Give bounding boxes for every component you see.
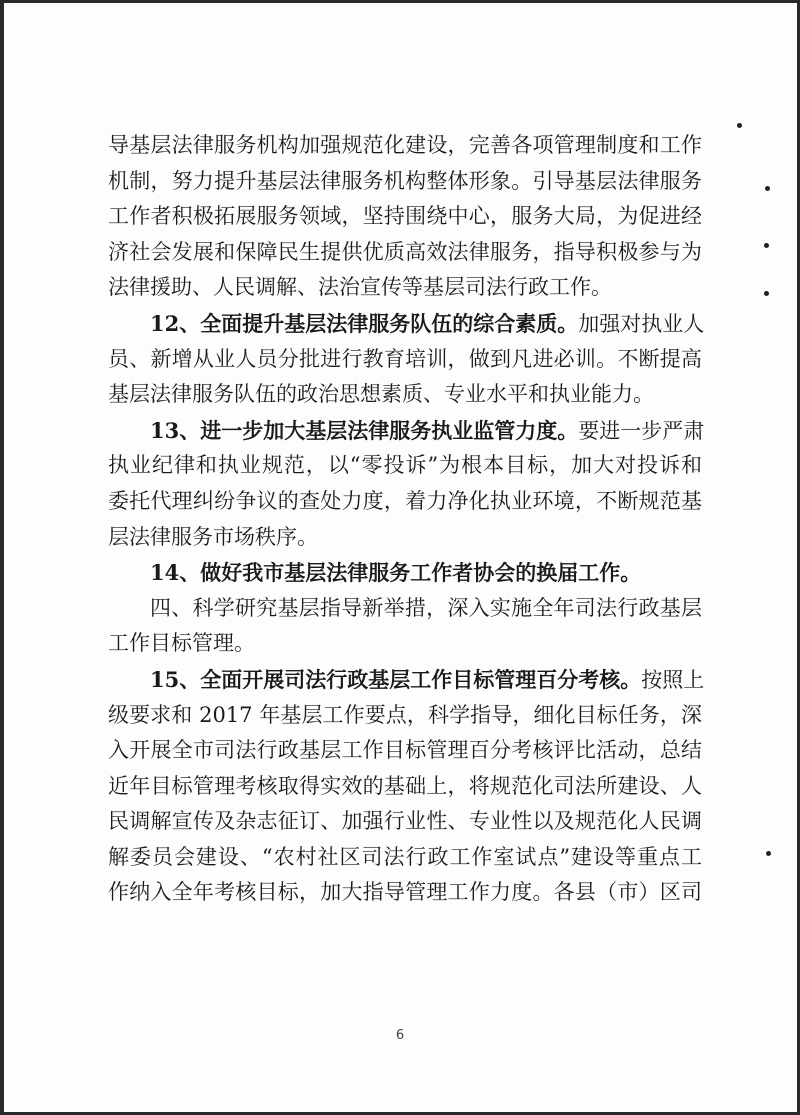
- text-line: 四、科学研究基层指导新举措，深入实施全年司法行政基层: [150, 595, 702, 620]
- text-line: 近年目标管理考核取得实效的基础上，将规范化司法所建设、人: [108, 773, 702, 798]
- item-heading: 14、做好我市基层法律服务工作者协会的换届工作。: [150, 560, 642, 586]
- text-line: 委托代理纠纷争议的查处力度，着力净化执业环境，不断规范基: [108, 488, 702, 513]
- text-line: 级要求和 2017 年基层工作要点，科学指导，细化目标任务，深: [108, 702, 702, 727]
- page-number: 6: [395, 1028, 405, 1043]
- paragraph-item-13: [108, 413, 705, 555]
- item-text: 加强对执业人: [578, 311, 705, 336]
- item-heading: 15、全面开展司法行政基层工作目标管理百分考核。: [150, 666, 642, 692]
- text-line: 济社会发展和保障民生提供优质高效法律服务，指导积极参与为: [108, 239, 702, 264]
- paragraph-item-15: [108, 662, 705, 911]
- item-text: 按照上: [641, 667, 705, 692]
- text-line: 法律援助、人民调解、法治宣传等基层司法行政工作。: [108, 275, 612, 300]
- scan-edge-left: [0, 0, 4, 1115]
- paragraph-item-12: [108, 306, 705, 413]
- section-heading-4: [108, 591, 702, 662]
- text-line: 机制，努力提升基层法律服务机构整体形象。引导基层法律服务: [108, 168, 702, 193]
- item-heading: 12、全面提升基层法律服务队伍的综合素质。: [150, 310, 579, 336]
- text-line: 导基层法律服务机构加强规范化建设，完善各项管理制度和工作: [108, 133, 702, 157]
- scan-speck: [764, 243, 769, 248]
- scan-speck: [765, 186, 770, 191]
- text-line: 入开展全市司法行政基层工作目标管理百分考核评比活动，总结: [108, 738, 702, 763]
- text-line: 员、新增从业人员分批进行教育培训，做到凡进必训。不断提高: [108, 346, 702, 371]
- item-heading: 13、进一步加大基层法律服务执业监管力度。: [150, 417, 579, 443]
- text-line: 工作者积极拓展服务领域，坚持围绕中心，服务大局，为促进经: [108, 204, 702, 229]
- text-line: 层法律服务市场秩序。: [108, 524, 318, 549]
- text-line: 解委员会建设、“农村社区司法行政工作室试点”建设等重点工: [108, 844, 702, 869]
- paragraph-continuation: [108, 128, 702, 306]
- text-line: 执业纪律和执业规范，以“零投诉”为根本目标，加大对投诉和: [108, 453, 702, 478]
- scan-speck: [737, 123, 742, 128]
- text-line: [108, 306, 705, 342]
- text-line: 工作目标管理。: [108, 631, 255, 656]
- text-line: [108, 413, 705, 449]
- text-line: [108, 662, 705, 698]
- paragraph-item-14: [108, 555, 702, 591]
- text-line: 作纳入全年考核目标，加大指导管理工作力度。各县（市）区司: [108, 880, 702, 905]
- scan-speck: [764, 291, 769, 296]
- document-body: [108, 128, 705, 911]
- text-line: 民调解宣传及杂志征订、加强行业性、专业性以及规范化人民调: [108, 809, 702, 834]
- item-text: 要进一步严肃: [578, 418, 705, 443]
- scan-speck: [766, 851, 771, 856]
- scan-edge-top: [0, 0, 800, 3]
- text-line: 基层法律服务队伍的政治思想素质、专业水平和执业能力。: [108, 382, 654, 407]
